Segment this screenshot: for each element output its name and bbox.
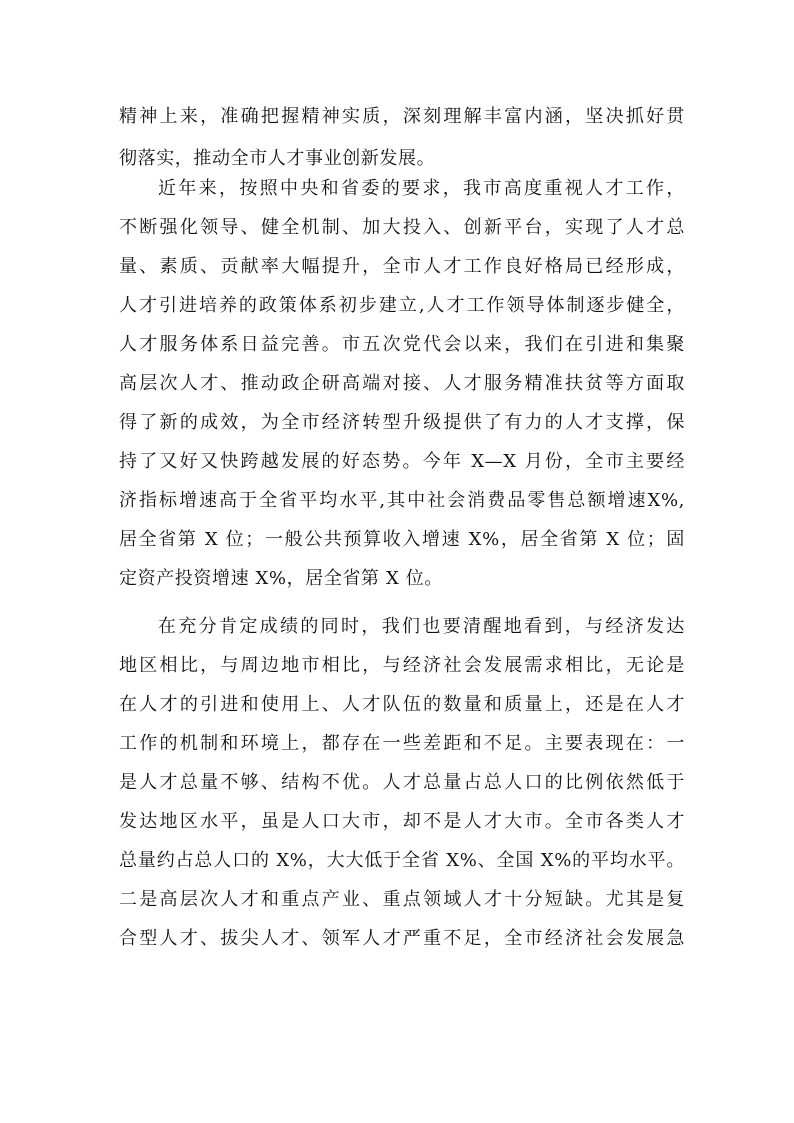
text-line: 持了又好又快跨越发展的好态势。今年 X—X 月份，全市主要经 — [119, 451, 685, 472]
text-line: 不断强化领导、健全机制、加大投入、创新平台，实现了人才总 — [119, 217, 685, 238]
text-line: 合型人才、拔尖人才、领军人才严重不足，全市经济社会发展急 — [119, 928, 685, 949]
text-line: 量、素质、贡献率大幅提升，全市人才工作良好格局已经形成， — [119, 256, 685, 277]
text-line: 高层次人才、推动政企研高端对接、人才服务精准扶贫等方面取 — [119, 373, 685, 394]
text-line: 人才引进培养的政策体系初步建立,人才工作领导体制逐步健全， — [119, 295, 685, 316]
text-line: 发达地区水平，虽是人口大市，却不是人才大市。全市各类人才 — [119, 811, 685, 832]
text-line: 精神上来，准确把握精神实质，深刻理解丰富内涵，坚决抓好贯 — [119, 106, 685, 127]
text-line: 近年来，按照中央和省委的要求，我市高度重视人才工作， — [158, 178, 685, 199]
text-line: 得了新的成效，为全市经济转型升级提供了有力的人才支撑，保 — [119, 412, 685, 433]
text-line: 彻落实，推动全市人才事业创新发展。 — [119, 148, 436, 169]
text-line: 在充分肯定成绩的同时，我们也要清醒地看到，与经济发达 — [158, 616, 685, 637]
text-line: 在人才的引进和使用上、人才队伍的数量和质量上，还是在人才 — [119, 694, 685, 715]
text-line: 是人才总量不够、结构不优。人才总量占总人口的比例依然低于 — [119, 772, 685, 793]
text-line: 人才服务体系日益完善。市五次党代会以来，我们在引进和集聚 — [119, 334, 685, 355]
text-line: 居全省第 X 位；一般公共预算收入增速 X%，居全省第 X 位；固 — [119, 529, 685, 550]
text-line: 定资产投资增速 X%，居全省第 X 位。 — [119, 568, 443, 589]
text-line: 工作的机制和环境上，都存在一些差距和不足。主要表现在：一 — [119, 733, 685, 754]
text-line: 总量约占总人口的 X%，大大低于全省 X%、全国 X%的平均水平。 — [119, 850, 685, 871]
text-line: 地区相比，与周边地市相比，与经济社会发展需求相比，无论是 — [119, 655, 685, 676]
text-line: 济指标增速高于全省平均水平,其中社会消费品零售总额增速X%, — [119, 490, 685, 511]
text-line: 二是高层次人才和重点产业、重点领域人才十分短缺。尤其是复 — [119, 889, 685, 910]
